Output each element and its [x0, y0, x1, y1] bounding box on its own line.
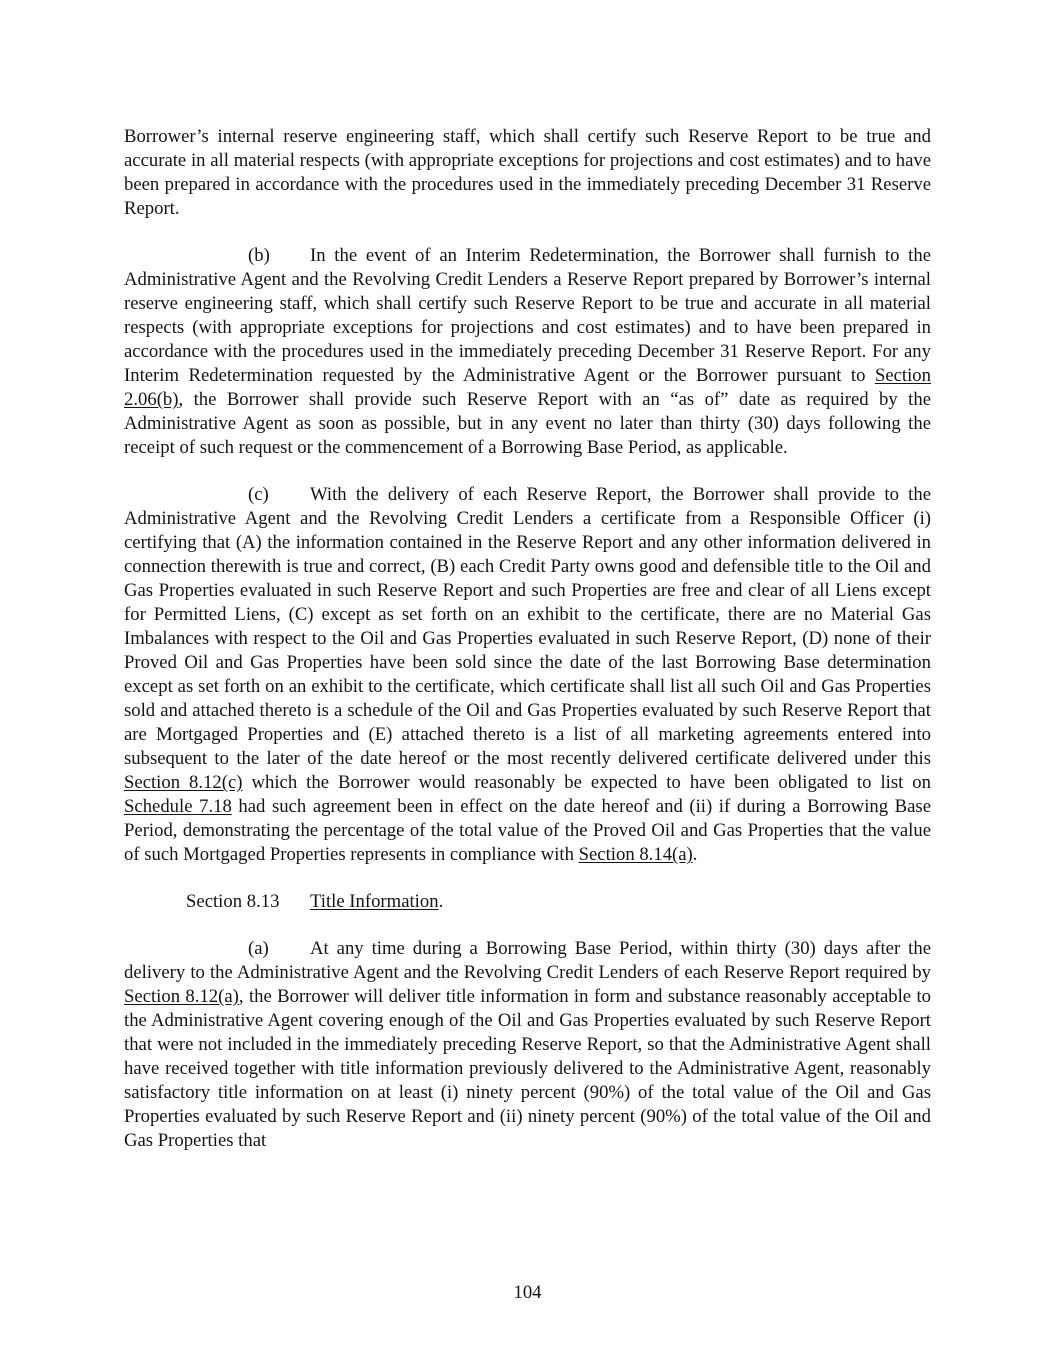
continuation-text: Borrower’s internal reserve engineering staff, which shall certify such Reserve Report to be true and accurate in all material respects (with appropriate exceptions for projections and cost estimates) and to have been prepared in accordance with the procedures used in the immediately preceding December 31 Reserve Report.: [124, 126, 931, 219]
paragraph-b-marker: (b): [248, 245, 270, 266]
section-8-12a-reference: Section 8.12(a): [124, 986, 239, 1007]
paragraph-c-text: With the delivery of each Reserve Report, the Borrower shall provide to the Administrative Agent and the Revolving Credit Lenders a certificate from a Responsible Officer (i) certifying that (A) the information contained in the Reserve Report and any other information delivered in connection therewith is true and correct, (B) each Credit Party owns good and defensible title to the Oil and Gas Properties evaluated in such Reserve Report and such Properties are free and clear of all Liens except for Permitted Liens, (C) except as set forth on an exhibit to the certificate, there are no Material Gas Imbalances with respect to the Oil and Gas Properties evaluated in such Reserve Report, (D) none of their Proved Oil and Gas Properties have been sold since the date of the last Borrowing Base determination except as set forth on an exhibit to the certificate, which certificate shall list all such Oil and Gas Properties sold and attached thereto is a schedule of the Oil and Gas Properties evaluated by such Reserve Report that are Mortgaged Properties and (E) attached thereto is a list of all marketing agreements entered into subsequent to the later of the date hereof or the most recently delivered certificate delivered under this: [124, 484, 931, 769]
section-title: Title Information: [310, 891, 439, 912]
section-number: Section 8.13: [186, 891, 280, 912]
document-page: [124, 125, 931, 1153]
paragraph-b: [124, 244, 931, 460]
schedule-7-18-reference: Schedule 7.18: [124, 796, 232, 817]
paragraph-c: [124, 483, 931, 867]
paragraph-a: [124, 937, 931, 1153]
paragraph-c-text-continued: which the Borrower would reasonably be expected to have been obligated to list on: [242, 772, 931, 793]
section-8-13-heading: [186, 890, 931, 914]
page-number: 104: [513, 1282, 542, 1303]
paragraph-c-end: .: [692, 844, 698, 865]
paragraph-b-text: In the event of an Interim Redetermination, the Borrower shall furnish to the Administrative Agent and the Revolving Credit Lenders a Reserve Report prepared by Borrower’s internal reserve engineering staff, which shall certify such Reserve Report to be true and accurate in all material respects (with appropriate exceptions for projections and cost estimates) and to have been prepared in accordance with the procedures used in the immediately preceding December 31 Reserve Report. For any Interim Redetermination requested by the Administrative Agent or the Borrower pursuant to: [124, 245, 931, 386]
paragraph-a-marker: (a): [248, 938, 269, 959]
paragraph-c-marker: (c): [248, 484, 269, 505]
paragraph-c-text-continued-2: had such agreement been in effect on the date hereof and (ii) if during a Borrowing Base Period, demonstrating the percentage of the total value of the Proved Oil and Gas Properties that the value of such Mortgaged Properties represents in compliance with: [124, 796, 932, 865]
section-8-12c-reference: Section 8.12(c): [124, 772, 243, 793]
section-title-period: .: [438, 891, 444, 912]
paragraph-a-text-continued: , the Borrower will deliver title information in form and substance reasonably acceptable to the Administrative Agent covering enough of the Oil and Gas Properties evaluated by such Reserve Report that were not included in the immediately preceding Reserve Report, so that the Administrative Agent shall have received together with title information previously delivered to the Administrative Agent, reasonably satisfactory title information on at least (i) ninety percent (90%) of the total value of the Oil and Gas Properties evaluated by such Reserve Report and (ii) ninety percent (90%) of the total value of the Oil and Gas Properties that: [124, 986, 932, 1151]
continuation-paragraph: [124, 125, 931, 221]
paragraph-b-text-continued: , the Borrower shall provide such Reserve Report with an “as of” date as required by the Administrative Agent as soon as possible, but in any event no later than thirty (30) days following the receipt of such request or the commencement of a Borrowing Base Period, as applicable.: [124, 389, 931, 458]
section-8-14a-reference: Section 8.14(a): [578, 844, 693, 865]
section-2-06b-reference: Section 2.06(b): [124, 365, 931, 410]
paragraph-a-text: At any time during a Borrowing Base Period, within thirty (30) days after the delivery to the Administrative Agent and the Revolving Credit Lenders of each Reserve Report required by: [124, 938, 931, 983]
